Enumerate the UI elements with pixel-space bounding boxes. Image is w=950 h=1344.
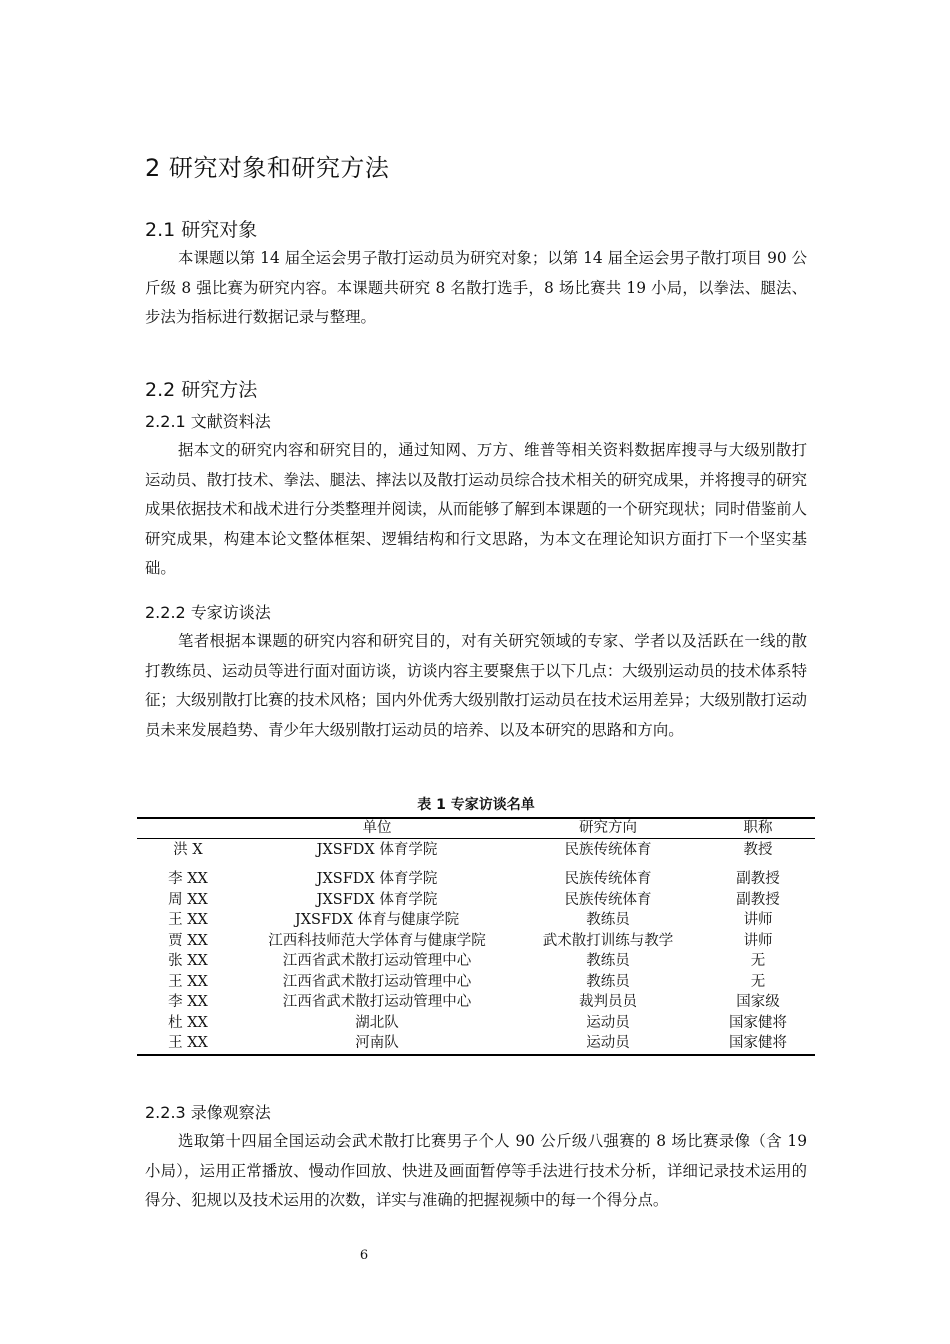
section-heading-2-1: 2.1 研究对象 (145, 219, 258, 241)
chapter-title: 2 研究对象和研究方法 (145, 154, 390, 182)
table-row (137, 890, 815, 911)
cell-direction: 民族传统体育 (564, 871, 652, 887)
table-row (137, 869, 815, 890)
cell-direction: 民族传统体育 (564, 842, 652, 858)
cell-title: 教授 (743, 842, 773, 858)
section-2-1-paragraph: 本课题以第 14 届全运会男子散打运动员为研究对象；以第 14 届全运会男子散打项目 90 公斤级 8 强比赛为研究内容。本课题共研究 8 名散打选手，8 场比赛共 19 小局，以拳法、腿法、步法为指标进行数据记录与整理。 (145, 249, 807, 326)
table-row (137, 992, 815, 1013)
table-caption: 表 1 专家访谈名单 (417, 797, 535, 813)
table-row (137, 972, 815, 993)
table-row (137, 1013, 815, 1034)
expert-interview-table (137, 817, 815, 1056)
header-unit: 单位 (362, 820, 392, 836)
cell-name: 周 XX (168, 891, 208, 908)
cell-unit: JXSFDX 体育学院 (316, 842, 438, 858)
cell-name: 杜 XX (168, 1014, 208, 1031)
cell-title: 讲师 (743, 932, 773, 949)
subsection-2-2-3-paragraph: 选取第十四届全国运动会武术散打比赛男子个人 90 公斤级八强赛的 8 场比赛录像（含 19 小局），运用正常播放、慢动作回放、快进及画面暂停等手法进行技术分析，详细记录技术运用的得分、犯规以及技术运用的次数，详实与准确的把握视频中的每一个得分点。 (145, 1132, 807, 1209)
cell-name: 张 XX (168, 953, 208, 969)
table-row (137, 839, 815, 870)
cell-title: 国家级 (736, 994, 780, 1010)
cell-unit: JXSFDX 体育学院 (316, 871, 438, 887)
table-row (137, 931, 815, 952)
cell-unit: 江西科技师范大学体育与健康学院 (268, 932, 486, 949)
section-heading-2-2: 2.2 研究方法 (145, 379, 258, 401)
subsection-2-2-2-paragraph: 笔者根据本课题的研究内容和研究目的，对有关研究领域的专家、学者以及活跃在一线的散打教练员、运动员等进行面对面访谈，访谈内容主要聚焦于以下几点：大级别运动员的技术体系特征；大级别散打比赛的技术风格；国内外优秀大级别散打运动员在技术运用差异；大级别散打运动员未来发展趋势、青少年大级别散打运动员的培养、以及本研究的思路和方向。 (145, 632, 807, 739)
table-row (137, 951, 815, 972)
cell-title: 无 (750, 973, 766, 990)
cell-name: 王 XX (168, 973, 208, 990)
table-row (137, 910, 815, 931)
cell-direction: 裁判员员 (579, 994, 637, 1010)
cell-title: 国家健将 (729, 1035, 787, 1051)
cell-unit: JXSFDX 体育学院 (316, 891, 438, 908)
cell-title: 讲师 (743, 912, 773, 928)
subsection-heading-2-2-2: 2.2.2 专家访谈法 (145, 603, 271, 622)
table-row (137, 1033, 815, 1055)
header-research-direction: 研究方向 (579, 820, 637, 836)
cell-direction: 教练员 (586, 973, 630, 990)
header-title: 职称 (743, 820, 773, 836)
cell-unit: 江西省武术散打运动管理中心 (282, 994, 472, 1010)
cell-title: 副教授 (736, 871, 780, 887)
cell-name: 洪 X (173, 842, 203, 858)
cell-unit: 江西省武术散打运动管理中心 (282, 973, 472, 990)
table-header-row (137, 818, 815, 839)
cell-name: 贾 XX (168, 932, 208, 949)
cell-unit: 江西省武术散打运动管理中心 (282, 953, 472, 969)
cell-direction: 运动员 (586, 1035, 630, 1051)
header-name (137, 818, 239, 839)
cell-unit: 河南队 (355, 1035, 399, 1051)
cell-name: 王 XX (168, 912, 208, 928)
subsection-2-2-1-paragraph: 据本文的研究内容和研究目的，通过知网、万方、维普等相关资料数据库搜寻与大级别散打运动员、散打技术、拳法、腿法、摔法以及散打运动员综合技术相关的研究成果，并将搜寻的研究成果依据技术和战术进行分类整理并阅读，从而能够了解到本课题的一个研究现状；同时借鉴前人研究成果，构建本论文整体框架、逻辑结构和行文思路，为本文在理论知识方面打下一个坚实基础。 (145, 441, 807, 577)
cell-direction: 武术散打训练与教学 (542, 932, 674, 949)
page-number: 6 (359, 1248, 369, 1263)
subsection-heading-2-2-1: 2.2.1 文献资料法 (145, 412, 271, 431)
subsection-heading-2-2-3: 2.2.3 录像观察法 (145, 1103, 271, 1122)
cell-title: 副教授 (736, 891, 780, 908)
cell-unit: 湖北队 (355, 1014, 399, 1031)
cell-title: 国家健将 (729, 1014, 787, 1031)
cell-unit: JXSFDX 体育与健康学院 (294, 912, 460, 928)
cell-direction: 教练员 (586, 953, 630, 969)
cell-name: 李 XX (168, 871, 208, 887)
cell-direction: 运动员 (586, 1014, 630, 1031)
cell-name: 李 XX (168, 994, 208, 1010)
cell-title: 无 (750, 953, 766, 969)
cell-direction: 教练员 (586, 912, 630, 928)
cell-name: 王 XX (168, 1035, 208, 1051)
cell-direction: 民族传统体育 (564, 891, 652, 908)
